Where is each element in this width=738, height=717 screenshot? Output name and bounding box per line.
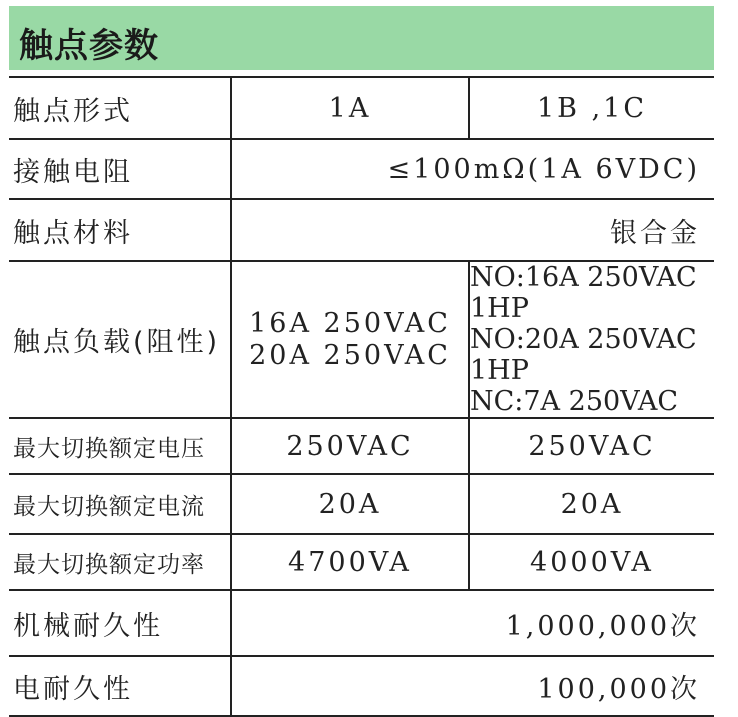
row-label: 触点材料 [9,199,231,261]
row-label: 触点负载(阻性) [9,261,231,418]
table-row [9,77,714,139]
row-label: 接触电阻 [9,139,231,199]
row-label: 机械耐久性 [9,590,231,656]
cell-value: 4000VA [469,534,714,590]
load-line: NC:7A 250VAC [470,386,678,417]
table-row [9,418,714,474]
row-label: 最大切换额定电流 [9,474,231,534]
table-row [9,534,714,590]
cell-value: 20A [469,474,714,534]
table-row [9,590,714,656]
cell-1b-1c: 1B ,1C [469,77,714,139]
electrical-endurance-value: 100,000次 [231,656,714,716]
load-1a-cell [231,261,469,418]
table-row [9,474,714,534]
cell-value: 4700VA [231,534,469,590]
row-label: 最大切换额定功率 [9,534,231,590]
mechanical-endurance-value: 1,000,000次 [231,590,714,656]
cell-value: 20A [231,474,469,534]
load-line: NO:16A 250VAC 1HP [470,262,697,324]
row-label: 最大切换额定电压 [9,418,231,474]
cell-value: 250VAC [469,418,714,474]
section-title: 触点参数 [19,26,159,66]
row-label: 电耐久性 [9,656,231,716]
table-row [9,199,714,261]
section-header [9,6,714,70]
load-line: 20A 250VAC [249,339,451,371]
contact-resistance-value: ≤100mΩ(1A 6VDC) [231,139,714,199]
load-line: 16A 250VAC [249,307,451,339]
table-row [9,656,714,716]
table-row [9,139,714,199]
table-row [9,261,714,418]
cell-value: 250VAC [231,418,469,474]
cell-1a: 1A [231,77,469,139]
load-line: NO:20A 250VAC 1HP [470,324,697,386]
contact-parameters-table [9,76,714,717]
row-label: 触点形式 [9,77,231,139]
load-1b-1c-cell [469,261,714,418]
contact-material-value: 银合金 [231,199,714,261]
